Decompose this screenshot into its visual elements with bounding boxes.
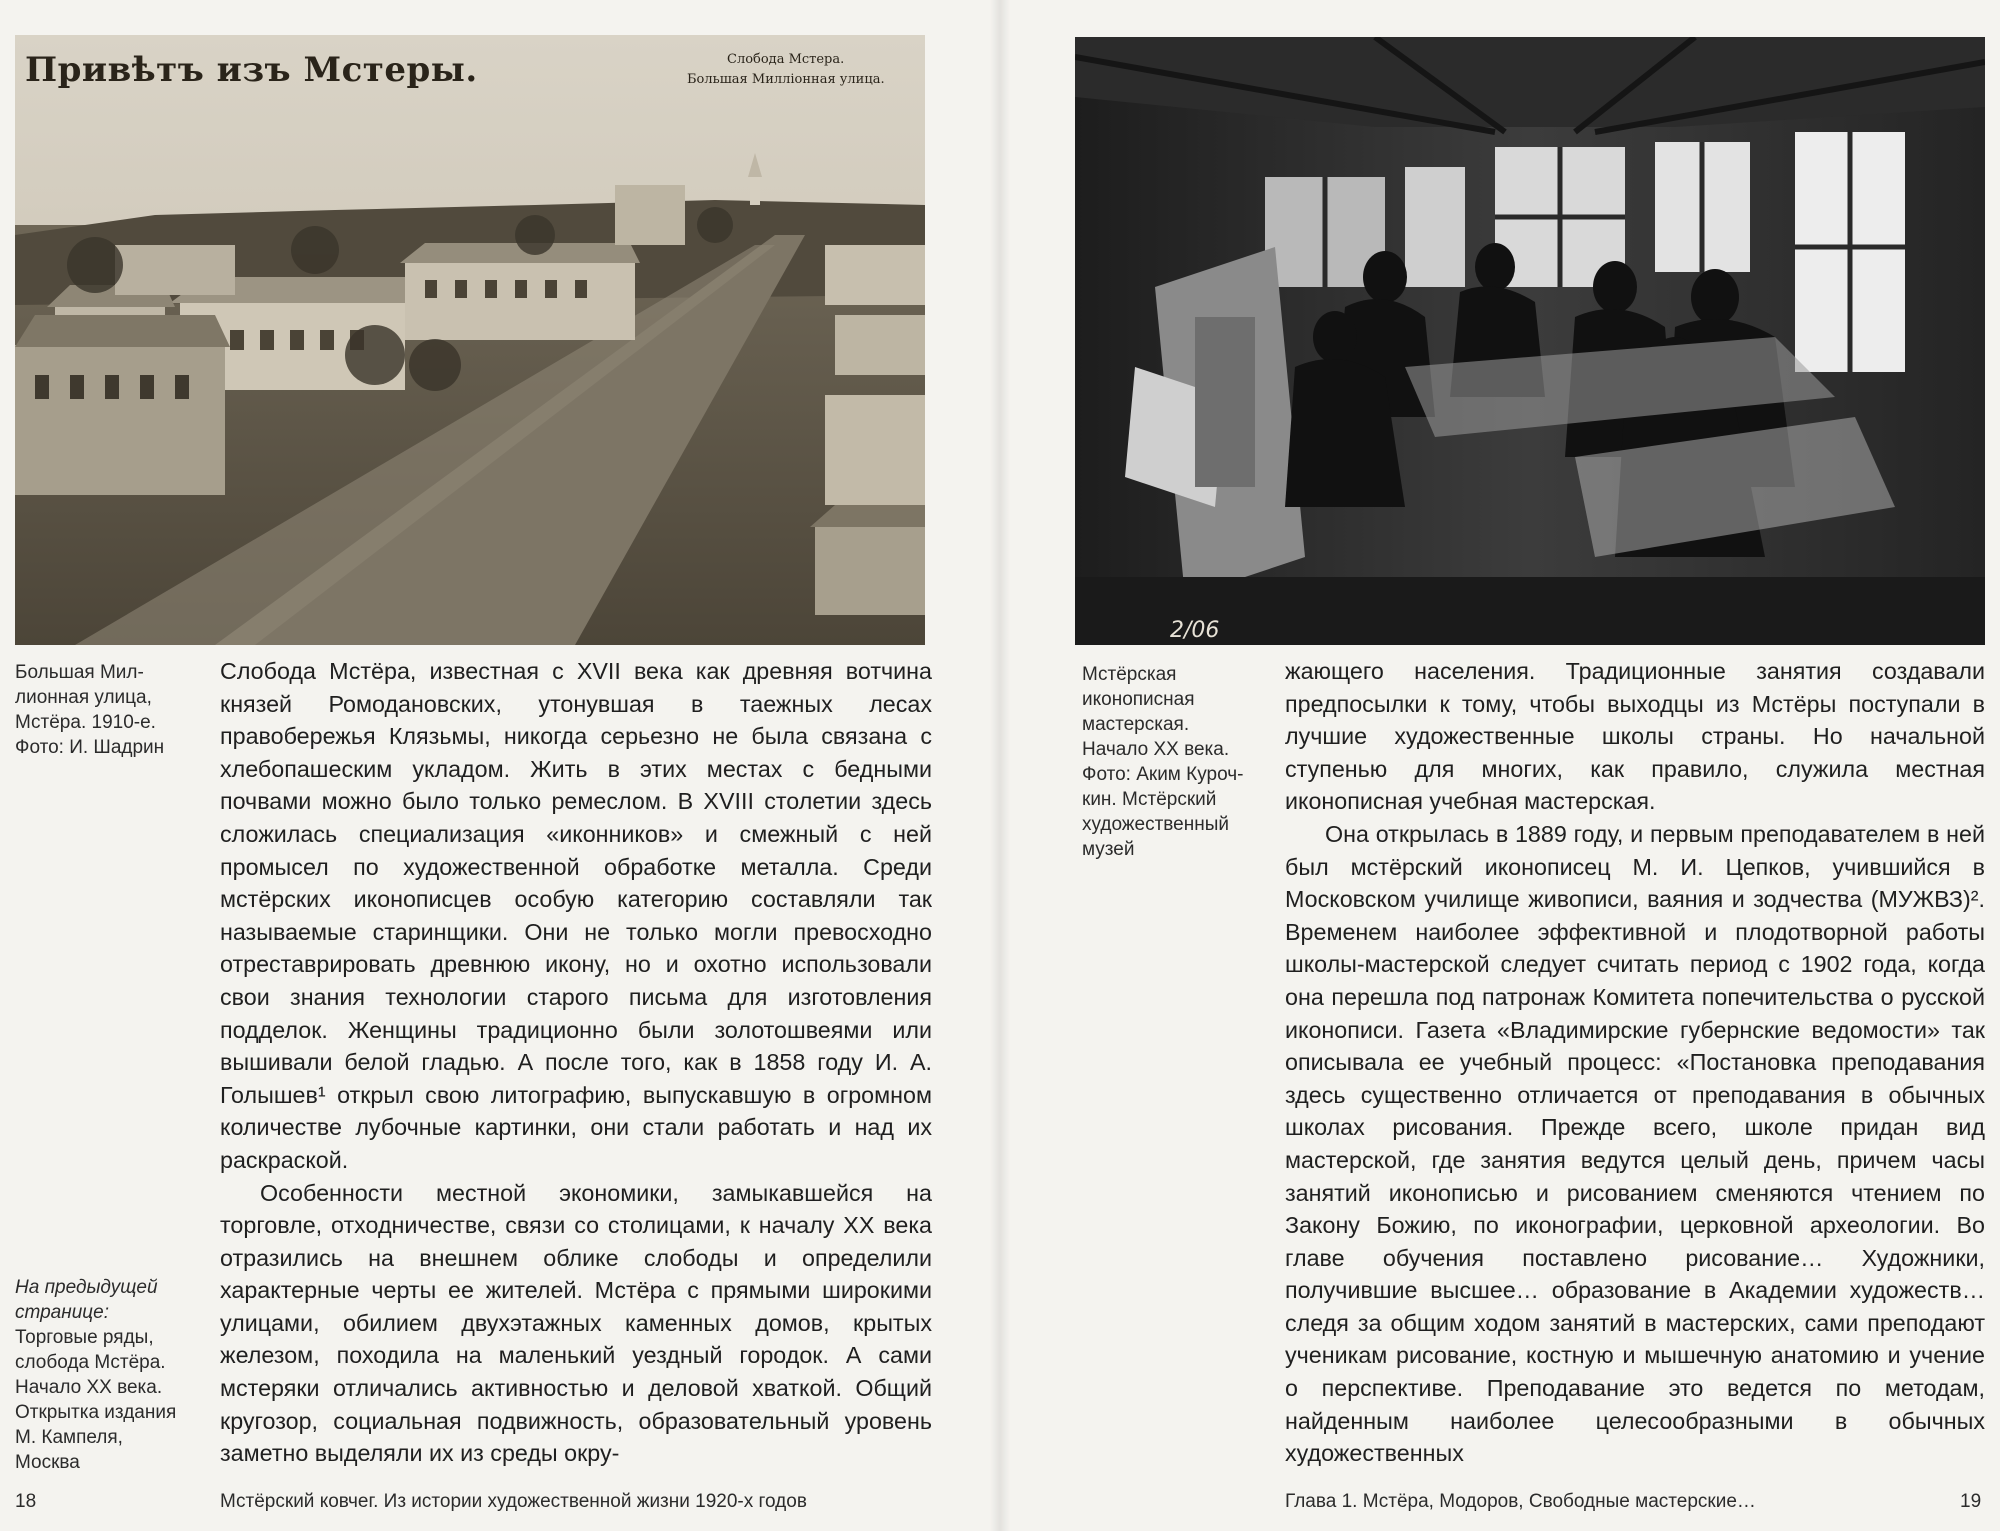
side-note-line: Открытка издания [15, 1402, 177, 1423]
caption-line: Начало XX века. [1082, 739, 1230, 760]
workshop-image [1075, 37, 1985, 645]
running-head: Мстёрский ковчег. Из истории художественной жизни 1920-х годов [220, 1491, 807, 1512]
side-note-line: Начало XX века. [15, 1377, 163, 1398]
page-number: 19 [1960, 1491, 1982, 1512]
side-note-line: М. Кампеля, [15, 1427, 123, 1448]
photo-stamp: 2/06 [1170, 618, 1220, 643]
caption-line: Фото: И. Шадрин [15, 737, 165, 758]
side-note-label: На предыдущей странице: [15, 1277, 158, 1323]
running-head: Глава 1. Мстёра, Модоров, Свободные мастерские… [1285, 1491, 1756, 1512]
postcard-photo [15, 35, 925, 645]
paragraph: Особенности местной экономики, замыкавшейся на торговле, отходничестве, связи со столицами, к началу XX века отразились на внешнем облике слободы и определили характерные черты ее жителей. Мстёра с прямыми широкими улицами, обилием двухэтажных каменных домов, крытых железом, походила на маленький уездный городок. А сами мстеряки отличались активностью и деловой хваткой. Общий кругозор, социальная подвижность, образовательный уровень заметно выделяли их из среды окру- [220, 1179, 932, 1467]
caption-line: Большая Мил- [15, 662, 144, 683]
caption-line: мастерская. [1082, 714, 1190, 735]
caption-line: Мстёра. 1910-е. [15, 712, 156, 733]
postcard-subtitle-1: Слобода Мстера. [727, 52, 845, 67]
postcard-subtitle-2: Большая Милліонная улица. [687, 72, 885, 87]
caption-line: Фото: Аким Куроч- [1082, 764, 1244, 785]
side-note-line: слобода Мстёра. [15, 1352, 166, 1373]
page-number: 18 [15, 1491, 37, 1512]
paragraph: жающего населения. Традиционные занятия создавали предпосылки к тому, чтобы выходцы из Мстёры поступали в лучшие художественные школы страны. Но начальной ступенью для многих, как правило, служила местная иконописная учебная мастерская. [1285, 658, 1985, 815]
paragraph: Она открылась в 1889 году, и первым преподавателем в ней был мстёрский иконописец М. И. Цепков, учившийся в Московском училище живописи, ваяния и зодчества (МУЖВЗ)². Временем наиболее эффективной и плодотворной работы школы-мастерской следует считать период с 1902 года, когда она перешла под патронаж Комитета попечительства о русской иконописи. Газета «Владимирские губернские ведомости» так описывала ее учебный процесс: «Постановка преподавания здесь существенно отличается от преподавания в обычных школах рисования. Прежде всего, школе придан вид мастерской, где занятия ведутся целый день, причем часы занятий иконописью и рисованием сменяются чтением по Закону Божию, по иконографии, церковной археологии. Во главе обучения поставлено рисование… Художники, получившие высшее… образование в Академии художеств… следя за общим ходом занятий в мастерских, сами преподают ученикам рисование, костную и мышечную анатомию и учение о перспективе. Преподавание это ведется по методам, найденным наиболее целесообразными в обычных художественных [1285, 820, 1985, 1467]
side-note-line: Торговые ряды, [15, 1327, 154, 1348]
body-text-left [220, 655, 932, 1470]
postcard-title: Привѣтъ изъ Мстеры. [25, 50, 478, 90]
caption-line: художественный [1082, 814, 1229, 835]
postcard-image [15, 35, 925, 645]
photo-caption [15, 660, 190, 760]
caption-line: лионная улица, [15, 687, 152, 708]
workshop-photo [1075, 37, 1985, 645]
side-note [15, 1275, 200, 1475]
body-text-right [1285, 655, 1985, 1470]
caption-line: музей [1082, 839, 1135, 860]
side-note-line: Москва [15, 1452, 80, 1473]
right-page [1000, 0, 2000, 1531]
photo-caption [1082, 662, 1257, 862]
paragraph: Слобода Мстёра, известная с XVII века как древняя вотчина князей Ромодановских, утонувшая в таежных лесах правобережья Клязьмы, никогда серьезно не была связана с хлебопашеским укладом. Жить в этих местах с бедными почвами можно было только ремеслом. В XVIII столетии здесь сложилась специализация «иконников» и смежный с ней промысел по художественной обработке металла. Среди мстёрских иконописцев особую категорию составляли так называемые старинщики. Они не только могли превосходно отреставрировать древнюю икону, но и охотно использовали свои знания технологии старого письма для изготовления подделок. Женщины традиционно были золотошвеями или вышивали белой гладью. А после того, как в 1858 году И. А. Голышев¹ открыл свою литографию, выпускавшую в огромном количестве лубочные картинки, они стали работать и над их раскраской. [220, 658, 932, 1173]
caption-line: Мстёрская [1082, 664, 1177, 685]
caption-line: иконописная [1082, 689, 1195, 710]
caption-line: кин. Мстёрский [1082, 789, 1217, 810]
